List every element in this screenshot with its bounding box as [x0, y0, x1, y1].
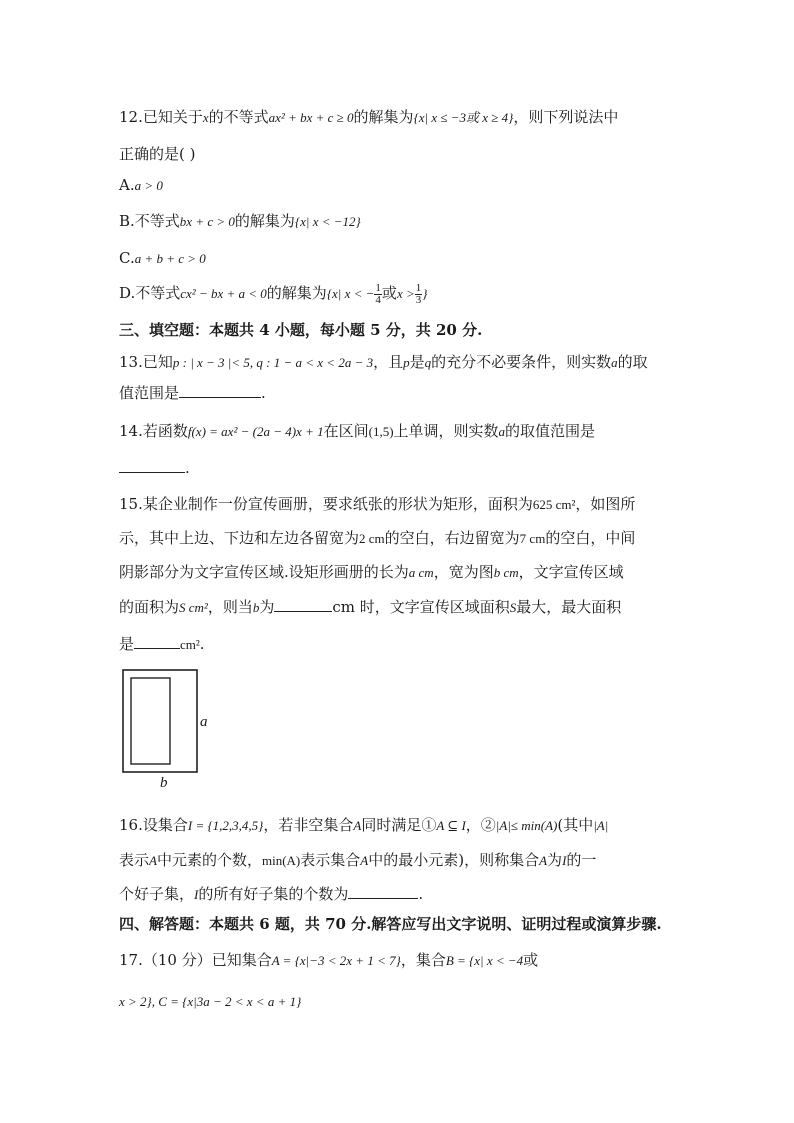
text: 15.某企业制作一份宣传画册，要求纸张的形状为矩形，面积为 — [119, 495, 533, 513]
math: bx + c > 0 — [179, 214, 235, 229]
text: 同时满足① — [361, 816, 437, 834]
answer-blank[interactable] — [348, 882, 418, 899]
text: 最大，最大面积 — [516, 598, 622, 616]
math: S cm² — [179, 600, 208, 615]
q12-option-a — [119, 174, 163, 197]
text: 正确的是( ) — [119, 145, 196, 163]
math: {x| x < − — [326, 286, 375, 301]
math: {x| x < −12} — [294, 214, 361, 229]
text: ，若非空集合 — [263, 816, 354, 834]
math: a cm — [408, 565, 434, 580]
denominator: 4 — [375, 293, 381, 306]
text: 为 — [259, 598, 275, 616]
text: 阴影部分为文字宣传区域.设矩形画册的长为 — [119, 563, 409, 581]
q15-line4 — [119, 595, 621, 619]
section4-heading: 四、解答题：本题共 6 题，共 70 分.解答应写出文字说明、证明过程或演算步骤. — [119, 915, 662, 933]
text: 上单调，则实数 — [393, 422, 499, 440]
q13-line1 — [119, 351, 648, 374]
math: x > — [396, 286, 415, 301]
text: 表示 — [119, 851, 150, 869]
text: 表示集合 — [300, 851, 361, 869]
text: . — [199, 635, 205, 653]
text: ，集合 — [400, 951, 446, 969]
text: 为 — [547, 851, 563, 869]
math: A = {x|−3 < 2x + 1 < 7} — [271, 953, 401, 968]
math: x > 2}, C = {x|3a − 2 < x < a + 1} — [119, 994, 302, 1009]
text: 或 — [381, 284, 397, 302]
text: ，如图所 — [575, 495, 636, 513]
math-inequality: ax² + bx + c ≥ 0 — [268, 110, 354, 125]
text: 中的最小元素)，则称集合 — [368, 851, 540, 869]
label-b: b — [160, 775, 168, 791]
text: 的解集为 — [234, 212, 295, 230]
answer-blank[interactable] — [119, 456, 185, 473]
option-label: C. — [119, 249, 135, 267]
text: (其中 — [557, 816, 594, 834]
text: . — [418, 885, 424, 903]
text: 值范围是 — [119, 384, 180, 402]
text: ，且 — [373, 353, 404, 371]
q16-line3 — [119, 882, 423, 906]
q14-line2 — [119, 456, 190, 479]
q12-option-d — [119, 280, 427, 307]
math: a — [498, 424, 506, 439]
text: . — [261, 384, 266, 402]
math: p : | x − 3 |< 5, q : 1 − a < x < 2a − 3 — [172, 355, 374, 370]
text: ，则当 — [207, 598, 253, 616]
math: (1,5) — [368, 424, 394, 439]
text: 的所有好子集的个数为 — [198, 885, 349, 903]
math: A ⊆ I — [436, 818, 466, 833]
answer-blank[interactable] — [274, 595, 332, 612]
math: cm² — [180, 637, 200, 652]
math: B = {x| x < −4 — [445, 953, 524, 968]
math: p — [403, 355, 410, 370]
math: a — [611, 355, 618, 370]
math-solution-set: {x| x ≤ −3或 x ≥ 4} — [413, 110, 514, 125]
q12-option-c — [119, 247, 206, 270]
text: ，则下列说法中 — [513, 108, 619, 126]
math: A — [149, 853, 157, 868]
q16-line1 — [119, 814, 608, 837]
math: |A|≤ min(A) — [495, 818, 558, 833]
text: 的充分不必要条件，则实数 — [431, 353, 612, 371]
label-a: a — [200, 714, 208, 730]
math: } — [422, 286, 428, 301]
answer-blank[interactable] — [179, 381, 261, 398]
math: 625 cm² — [532, 497, 576, 512]
text: 在区间 — [323, 422, 369, 440]
section3-heading: 三、填空题：本题共 4 小题，每小题 5 分，共 20 分. — [119, 321, 483, 339]
math: b — [252, 600, 260, 615]
text: 或 — [523, 951, 539, 969]
text: cm 时，文字宣传区域面积 — [332, 598, 510, 616]
q12-option-b — [119, 210, 361, 233]
numerator: 1 — [415, 281, 422, 294]
text: . — [185, 459, 190, 477]
math: cx² − bx + a < 0 — [180, 286, 267, 301]
denominator: 3 — [415, 293, 422, 306]
math: |A| — [593, 818, 609, 833]
q16-line2 — [119, 849, 596, 872]
text-area-rectangle — [131, 678, 170, 764]
text: 的空白，右边留宽为 — [384, 529, 520, 547]
option-label: B.不等式 — [119, 212, 180, 230]
q13-line2 — [119, 381, 266, 404]
brochure-figure — [120, 668, 220, 791]
text: 的不等式 — [208, 108, 269, 126]
math: a > 0 — [134, 178, 163, 193]
text: 示，其中上边、下边和左边各留宽为 — [119, 529, 360, 547]
option-label: D.不等式 — [119, 284, 181, 302]
math: I — [562, 853, 567, 868]
q12-line2 — [119, 143, 195, 165]
text: ，② — [465, 816, 496, 834]
math: min(A) — [261, 853, 301, 868]
q15-line1 — [119, 493, 635, 516]
text: ，文字宣传区域 — [518, 563, 624, 581]
text: ，宽为图 — [433, 563, 494, 581]
math: 2 cm — [359, 531, 385, 546]
text: 12.已知关于 — [119, 108, 203, 126]
text: 个好子集， — [119, 885, 195, 903]
math: S — [509, 600, 517, 615]
math: A — [539, 853, 548, 868]
math: q — [424, 355, 432, 370]
text: 的空白，中间 — [545, 529, 636, 547]
q15-line2 — [119, 527, 635, 550]
math-x: x — [202, 110, 209, 125]
text: 的取 — [617, 353, 648, 371]
text: 的取值范围是 — [505, 422, 596, 440]
math: f(x) = ax² − (2a − 4)x + 1 — [187, 424, 324, 439]
text: 是 — [409, 353, 425, 371]
text: 的解集为 — [266, 284, 327, 302]
math: A — [360, 853, 369, 868]
math: b cm — [493, 565, 519, 580]
math: 7 cm — [519, 531, 546, 546]
text: 是 — [119, 635, 135, 653]
q12-line1 — [119, 106, 618, 129]
option-label: A. — [119, 176, 135, 194]
q15-line5 — [119, 632, 205, 656]
text: 13.已知 — [119, 353, 173, 371]
math: A — [353, 818, 362, 833]
q14-line1 — [119, 420, 595, 443]
text: 17.（10 分）已知集合 — [119, 951, 272, 969]
answer-blank[interactable] — [134, 632, 180, 649]
q15-line3 — [119, 561, 624, 584]
text: 的面积为 — [119, 598, 180, 616]
q17-line2 — [119, 990, 301, 1013]
text: 中元素的个数， — [156, 851, 262, 869]
math: I — [194, 887, 199, 902]
fraction — [374, 283, 382, 306]
numerator: 1 — [375, 281, 381, 294]
text: 16.设集合 — [119, 816, 188, 834]
math: I = {1,2,3,4,5} — [187, 818, 264, 833]
outer-rectangle — [123, 670, 197, 772]
math: a + b + c > 0 — [134, 251, 206, 266]
text: 14.若函数 — [119, 422, 188, 440]
text: 的一 — [566, 851, 597, 869]
text: 的解集为 — [353, 108, 414, 126]
q17-line1 — [119, 949, 538, 972]
